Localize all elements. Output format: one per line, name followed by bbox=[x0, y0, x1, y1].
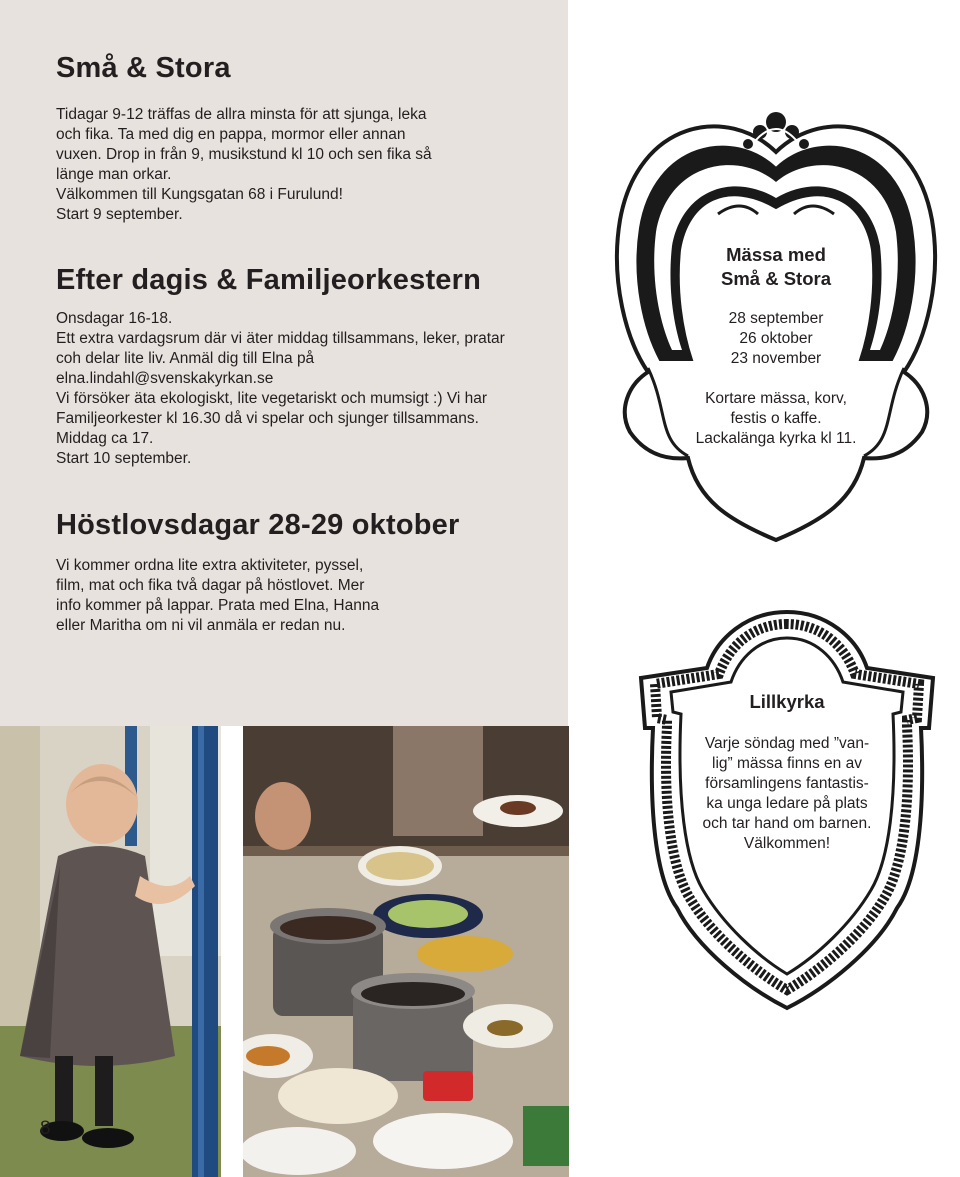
lillkyrka-line: Välkommen! bbox=[743, 835, 831, 852]
body-line: och fika. Ta med dig en pappa, mormor eller annan bbox=[56, 126, 406, 143]
section-body bbox=[56, 105, 432, 225]
body-line: Tidagar 9-12 träffas de allra minsta för att sjunga, leka bbox=[56, 106, 427, 123]
toddler-illustration bbox=[0, 726, 221, 1177]
mass-info-line: Kortare mässa, korv, bbox=[705, 390, 847, 407]
body-line: Start 10 september. bbox=[56, 450, 192, 467]
mass-info-line: Lackalänga kyrka kl 11. bbox=[695, 430, 857, 447]
lillkyrka-line: församlingens fantastis- bbox=[705, 775, 869, 792]
frame-lillkyrka-content bbox=[691, 690, 883, 854]
mass-date: 26 oktober bbox=[739, 330, 813, 347]
lillkyrka-line: Varje söndag med ”van- bbox=[704, 735, 870, 752]
lillkyrka-line: och tar hand om barnen. bbox=[702, 815, 872, 832]
photo-toddler bbox=[0, 726, 221, 1177]
section-heading: Små & Stora bbox=[56, 52, 231, 84]
lillkyrka-line: lig” mässa finns en av bbox=[712, 755, 862, 772]
photo-dinner-table bbox=[243, 726, 569, 1177]
body-line: eller Maritha om ni vil anmäla er redan nu. bbox=[56, 617, 346, 634]
mass-info-line: festis o kaffe. bbox=[730, 410, 822, 427]
body-line: Middag ca 17. bbox=[56, 430, 154, 447]
ornate-frame-lillkyrka bbox=[637, 608, 937, 1012]
body-line: länge man orkar. bbox=[56, 166, 172, 183]
body-line: Vi försöker äta ekologiskt, lite vegetariskt och mumsigt :) Vi har bbox=[56, 390, 488, 407]
body-line: film, mat och fika två dagar på höstlovet. Mer bbox=[56, 577, 365, 594]
section-body bbox=[56, 556, 459, 636]
section-heading: Höstlovsdagar 28-29 oktober bbox=[56, 509, 460, 541]
mass-date: 23 november bbox=[730, 350, 822, 367]
mass-date: 28 september bbox=[728, 310, 824, 327]
ornate-frame-mass bbox=[608, 110, 944, 555]
frame-mass-content bbox=[656, 243, 896, 449]
frame-title-line: Små & Stora bbox=[720, 268, 831, 289]
section-sma-stora bbox=[56, 52, 432, 225]
frame-title-line: Mässa med bbox=[726, 244, 826, 265]
email-link[interactable]: elna.lindahl@svenskakyrkan.se bbox=[56, 370, 274, 387]
section-heading: Efter dagis & Familjeorkestern bbox=[56, 264, 482, 296]
body-line: Ett extra vardagsrum där vi äter middag tillsammans, leker, pratar bbox=[56, 330, 505, 347]
dinner-table-illustration bbox=[243, 726, 569, 1177]
body-line: vuxen. Drop in från 9, musikstund kl 10 och sen fika så bbox=[56, 146, 432, 163]
section-efter-dagis bbox=[56, 264, 505, 469]
lillkyrka-line: ka unga ledare på plats bbox=[706, 795, 868, 812]
body-line: Start 9 september. bbox=[56, 206, 183, 223]
page-number: 8 bbox=[40, 1118, 51, 1139]
body-line: Familjeorkester kl 16.30 då vi spelar och sjunger tillsammans. bbox=[56, 410, 479, 427]
body-line: coh delar lite liv. Anmäl dig till Elna på bbox=[56, 350, 315, 367]
section-body bbox=[56, 309, 505, 469]
body-line: Välkommen till Kungsgatan 68 i Furulund! bbox=[56, 186, 343, 203]
body-line: Onsdagar 16-18. bbox=[56, 310, 173, 327]
section-hostlovsdagar bbox=[56, 509, 459, 636]
body-line: info kommer på lappar. Prata med Elna, Hanna bbox=[56, 597, 380, 614]
frame-title: Lillkyrka bbox=[749, 691, 825, 712]
body-line: Vi kommer ordna lite extra aktiviteter, pyssel, bbox=[56, 557, 364, 574]
